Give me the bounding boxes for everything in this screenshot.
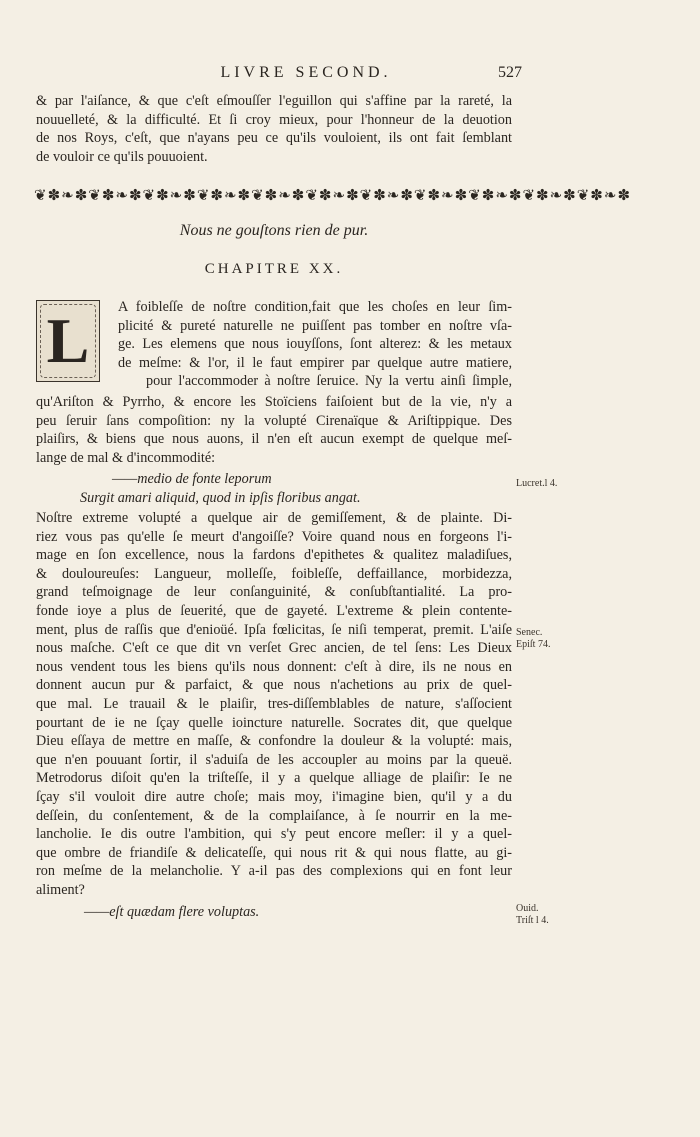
text-line: Noſtre extreme volupté a quelque air de gemiſſement, & de plainte. Di- bbox=[36, 510, 512, 526]
text-line: & douloureuſes: Langueur, molleſſe, foibleſſe, deffaillance, morbidezza, bbox=[36, 565, 512, 582]
text-line: nous vendent tous les biens qu'ils nous donnent: c'eſt à dire, ils ne nous en bbox=[36, 658, 512, 675]
dropcap-paragraph-last bbox=[146, 372, 512, 391]
text-line: grand teſmoignage de leur conſanguinité, & conſubſtantialité. La pro- bbox=[36, 584, 512, 601]
text-line: Dieu eſſaya de mettre en maſſe, & confondre la douleur & la volupté: mais, bbox=[36, 733, 512, 750]
text-line: pour l'accommoder à noſtre ſeruice. Ny la vertu ainſi ſimple, bbox=[146, 373, 512, 389]
text-line: que n'en pouuant ſortir, il s'aduiſa de les accoupler au moins par la queuë. bbox=[36, 751, 512, 768]
margin-note-line: Ouid. bbox=[516, 903, 539, 914]
paragraph-2 bbox=[36, 509, 512, 899]
text-line: & par l'aiſance, & que c'eſt eſmouſſer l'eguillon qui s'affine par la rareté, la bbox=[36, 93, 512, 109]
text-line: de nos Roys, c'eſt, que n'ayans peu ce qu'ils vouloient, ils ont fait ſemblant bbox=[36, 130, 512, 147]
text-line: de meſme: & l'or, il le faut empirer par quelque autre matiere, bbox=[118, 354, 512, 371]
margin-note-ouid bbox=[516, 903, 549, 927]
text-line: riez vous pas qu'elle ſe meurt d'angoiſſe? Voire quand nous en forgeons l'i- bbox=[36, 528, 512, 545]
text-line: plicité & pureté naturelle ne puiſſent pas tomber en noſtre vſa- bbox=[118, 317, 512, 334]
latin-quote-2 bbox=[84, 903, 384, 922]
text-line: fonde ioye a plus de ſeuerité, que de gayeté. L'extreme & plein contente- bbox=[36, 602, 512, 619]
margin-note-senec bbox=[516, 627, 550, 651]
text-line: lange de mal & d'incommodité: bbox=[36, 449, 216, 466]
text-line: ge. Les elemens que nous iouyſſons, ſont alterez: & les metaux bbox=[118, 336, 512, 353]
text-line: que mal. Le trauail & le plaiſir, tres-diſſemblables de nature, s'aſſocient bbox=[36, 695, 512, 712]
text-line: mage en ſon excellence, nous la fardons d'epithetes & qualitez maladiſues, bbox=[36, 547, 512, 564]
paragraph-1 bbox=[36, 393, 512, 467]
running-head: LIVRE SECOND. bbox=[220, 64, 392, 81]
text-line: nouuelleté, & la difficulté. Et ſi croy mieux, pour l'honneur de la deuotion bbox=[36, 111, 512, 128]
latin-quote-1 bbox=[80, 470, 500, 507]
text-line: peu ſeruir ſans compoſition: ny la volupté Cirenaïque & Ariſtippique. Des bbox=[36, 412, 512, 429]
text-line: ment, plus de raſſis que d'enioüé. Ipſa fœlicitas, ſe niſi temperat, premit. L'aiſe bbox=[36, 621, 512, 638]
text-line: que ombre de friandiſe & delicateſſe, qui nous rit & qui nous flatte, au gi- bbox=[36, 844, 512, 861]
page-number: 527 bbox=[498, 64, 522, 81]
quote-line: Surgit amari aliquid, quod in ipſis floribus angat. bbox=[80, 489, 361, 506]
margin-note-line: Epiſt 74. bbox=[516, 639, 551, 650]
text-line: donnent aucun pur & parfaict, & que nous n'achetions au prix de quel- bbox=[36, 677, 512, 694]
text-line: ron meſme de la melancholie. Y a-il pas des complexions qui en font leur bbox=[36, 863, 512, 880]
margin-note-lucret: Lucret.l 4. bbox=[516, 478, 558, 489]
dropcap-paragraph bbox=[118, 298, 512, 372]
text-line: qu'Ariſton & Pyrrho, & encore les Stoïciens faiſoient but de la vie, n'y a bbox=[36, 394, 512, 410]
text-line: de vouloir ce qu'ils pouuoient. bbox=[36, 148, 208, 165]
section-title: Nous ne gouſtons rien de pur. bbox=[179, 222, 369, 239]
text-line: nous maſche. C'eſt ce que dit vn verſet Grec ancien, de tel ſens: Les Dieux bbox=[36, 640, 512, 657]
text-line: aliment? bbox=[36, 881, 85, 898]
text-line: pourtant de ie ne ſçay quelle ioincture naturelle. Socrates dit, que quelque bbox=[36, 714, 512, 731]
text-line: A foibleſſe de noſtre condition,fait que les choſes en leur ſim- bbox=[118, 299, 512, 315]
quote-line: ——medio de fonte leporum bbox=[112, 471, 272, 487]
dropcap-letter: L bbox=[46, 305, 90, 376]
page-header bbox=[36, 64, 522, 88]
intro-paragraph bbox=[36, 92, 512, 166]
text-line: deſſein, du conſentement, & de la complaiſance, à ſe nourrir en la me- bbox=[36, 807, 512, 824]
decorative-ornament-band: ❦✽❧✽❦✽❧✽❦✽❧✽❦✽❧✽❦✽❧✽❦✽❧✽❦✽❧✽❦✽❧✽❦✽❧✽❦✽❧✽❦✽❧✽ bbox=[34, 188, 632, 204]
margin-note-line: Triſt l 4. bbox=[516, 915, 549, 926]
text-line: Metrodorus diſoit qu'en la triſteſſe, il y a quelque alliage de plaiſir: Ie ne bbox=[36, 770, 512, 787]
dropcap-initial bbox=[36, 300, 100, 382]
chapter-heading: CHAPITRE XX. bbox=[204, 261, 344, 277]
text-line: lancholie. Ie dis outre l'ambition, qui s'y peut encore meſler: il y a quel- bbox=[36, 826, 512, 843]
text-line: plaiſirs, & biens que nous auons, il n'en eſt aucun exempt de quelque meſ- bbox=[36, 431, 512, 448]
margin-note-line: Senec. bbox=[516, 627, 543, 638]
quote-line: ——eſt quædam flere voluptas. bbox=[84, 904, 260, 920]
text-line: ſçay s'il vouloit dire autre choſe; mais moy, i'imagine bien, qu'il y a du bbox=[36, 788, 512, 805]
